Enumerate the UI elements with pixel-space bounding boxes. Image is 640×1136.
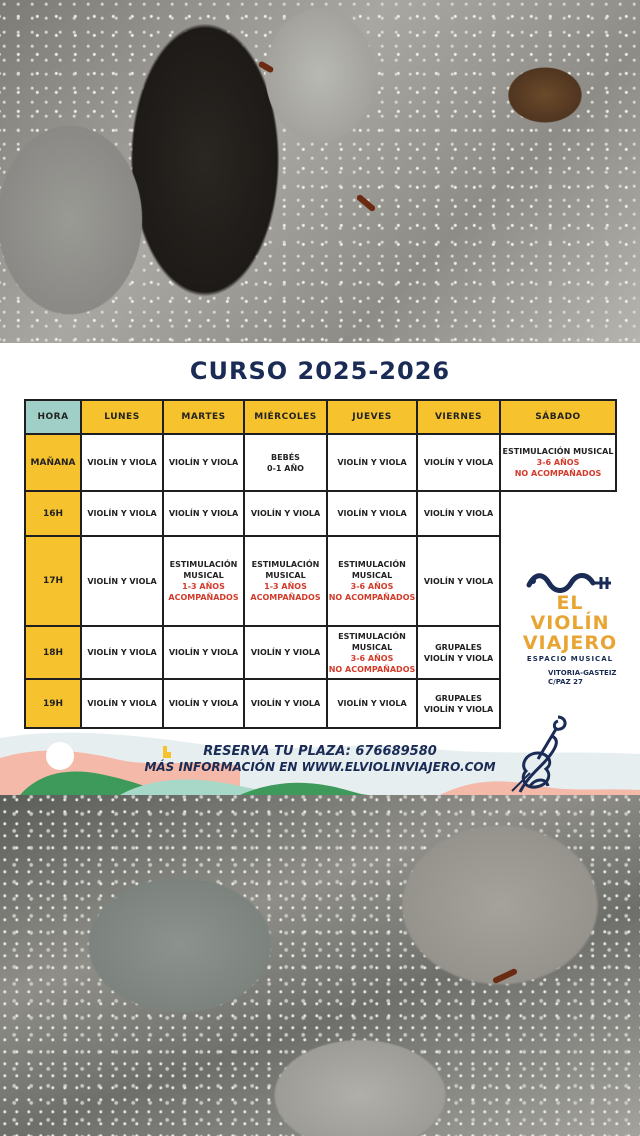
header-miercoles: MIÉRCOLES — [244, 400, 327, 434]
logo-subtitle: ESPACIO MUSICAL — [526, 655, 614, 663]
class-line: NO ACOMPAÑADOS — [328, 593, 416, 602]
header-hora: HORA — [25, 400, 81, 434]
class-line: 1-3 AÑOS — [182, 582, 225, 591]
class-cell — [500, 434, 616, 491]
class-line: ESTIMULACIÓN MUSICAL — [169, 560, 238, 580]
class-cell: VIOLÍN Y VIOLA — [81, 491, 163, 536]
class-line: NO ACOMPAÑADOS — [514, 469, 602, 478]
class-cell: VIOLÍN Y VIOLA — [81, 679, 163, 728]
class-line: ESTIMULACIÓN MUSICAL — [251, 560, 320, 580]
class-cell — [163, 536, 244, 626]
table-row — [25, 491, 616, 536]
logo-name-line2: VIAJERO — [522, 632, 618, 654]
logo-name-line1: EL VIOLÍN — [530, 592, 610, 634]
class-cell — [417, 679, 500, 728]
class-line: GRUPALES — [435, 642, 482, 652]
class-line: VIOLÍN Y VIOLA — [423, 653, 494, 663]
header-row — [25, 400, 616, 434]
class-cell — [417, 626, 500, 679]
class-line: VIOLÍN Y VIOLA — [423, 704, 494, 714]
time-cell: 18H — [25, 626, 81, 679]
class-cell: VIOLÍN Y VIOLA — [81, 536, 163, 626]
class-line: 1-3 AÑOS ACOMPAÑADOS — [250, 582, 321, 602]
class-line: ESTIMULACIÓN MUSICAL — [502, 447, 614, 456]
class-line: NO ACOMPAÑADOS — [328, 664, 416, 674]
class-line: BEBÉS — [271, 452, 300, 462]
logo-city: VITORIA-GASTEIZ — [548, 669, 617, 677]
time-cell: 17H — [25, 536, 81, 626]
class-cell — [244, 536, 327, 626]
logo-street: C/PAZ 27 — [548, 678, 583, 686]
class-line: 3-6 AÑOS — [350, 582, 394, 591]
class-cell — [327, 626, 417, 679]
class-cell: VIOLÍN Y VIOLA — [327, 679, 417, 728]
time-cell: MAÑANA — [25, 434, 81, 491]
table-row — [25, 434, 616, 491]
background-photo-bottom — [0, 795, 640, 1136]
header-jueves: JUEVES — [327, 400, 417, 434]
class-line: 3-6 AÑOS — [350, 653, 394, 663]
class-cell: VIOLÍN Y VIOLA — [163, 491, 244, 536]
class-cell: VIOLÍN Y VIOLA — [327, 434, 417, 491]
class-line: 3-6 AÑOS — [536, 458, 580, 467]
class-cell: VIOLÍN Y VIOLA — [417, 491, 500, 536]
ant-figure — [258, 60, 275, 73]
page-title: CURSO 2025-2026 — [189, 357, 451, 385]
class-cell: VIOLÍN Y VIOLA — [417, 536, 500, 626]
class-cell: VIOLÍN Y VIOLA — [163, 679, 244, 728]
class-cell: VIOLÍN Y VIOLA — [163, 626, 244, 679]
class-line: ESTIMULACIÓN MUSICAL — [338, 631, 406, 652]
class-cell: VIOLÍN Y VIOLA — [81, 626, 163, 679]
violin-scroll-icon — [525, 571, 615, 593]
class-cell: VIOLÍN Y VIOLA — [327, 491, 417, 536]
time-cell: 19H — [25, 679, 81, 728]
brand-logo — [520, 571, 620, 687]
class-cell — [244, 434, 327, 491]
class-cell: VIOLÍN Y VIOLA — [163, 434, 244, 491]
class-line: GRUPALES — [435, 693, 482, 703]
class-cell: VIOLÍN Y VIOLA — [244, 491, 327, 536]
schedule-poster — [0, 343, 640, 795]
class-cell — [327, 536, 417, 626]
class-line: 0-1 AÑO — [267, 463, 304, 473]
time-cell: 16H — [25, 491, 81, 536]
class-cell: VIOLÍN Y VIOLA — [244, 626, 327, 679]
class-cell: VIOLÍN Y VIOLA — [417, 434, 500, 491]
header-viernes: VIERNES — [417, 400, 500, 434]
header-lunes: LUNES — [81, 400, 163, 434]
header-martes: MARTES — [163, 400, 244, 434]
class-line: ACOMPAÑADOS — [168, 593, 239, 602]
class-cell: VIOLÍN Y VIOLA — [244, 679, 327, 728]
background-photo-top — [0, 0, 640, 343]
class-line: ESTIMULACIÓN MUSICAL — [338, 560, 406, 580]
website-info-text: MÁS INFORMACIÓN EN WWW.ELVIOLINVIAJERO.COM — [144, 760, 496, 774]
reserve-phone-text: RESERVA TU PLAZA: 676689580 — [203, 744, 437, 759]
header-sabado: SÁBADO — [500, 400, 616, 434]
class-cell: VIOLÍN Y VIOLA — [81, 434, 163, 491]
ant-figure — [492, 968, 518, 984]
twig-figure — [356, 194, 377, 213]
